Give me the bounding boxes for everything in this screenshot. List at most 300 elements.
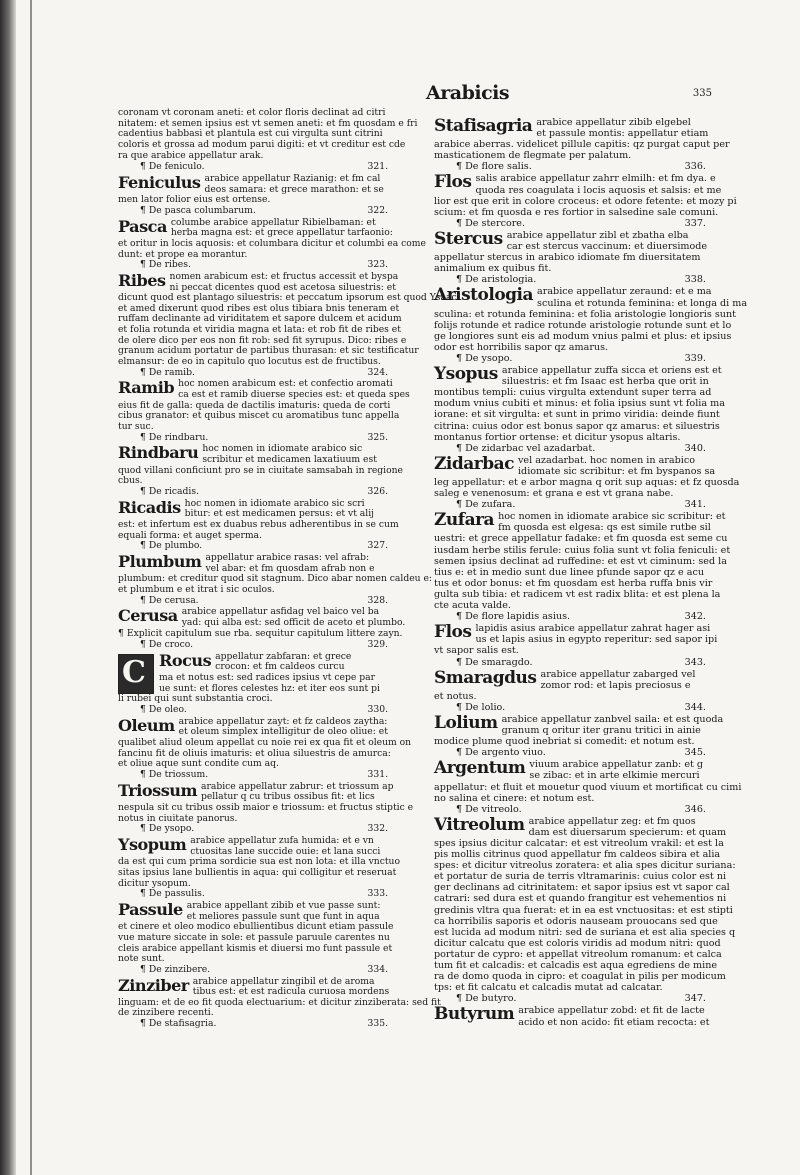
entry-number: 337. [684,217,706,229]
cross-reference-text: De pasca columbarum. [148,204,256,216]
entry-text-line: arabice aberras. videlicet pillule capitis: qz purgat caput per [434,139,730,151]
cross-reference [118,596,388,607]
entry-text-line: cte acuta valde. [434,600,511,612]
cross-reference-text: De passulis. [148,888,205,900]
entry-number: 334. [367,963,388,975]
entry-text-line: tius e: et in medio sunt due linee pfunde sapor qz e acu [434,566,705,578]
entry-text-line: animalium ex quibus fit. [434,263,552,275]
entry-text-line: appellatur arabice rasas: vel afrab: [205,551,370,563]
cross-reference [434,499,706,510]
entry-text-line: lior est que erit in colore croceus: et odore fetente: et mozy pi [434,195,737,207]
entry-text-line: ue sunt: et flores celestes hz: et iter eos sunt pi [159,682,380,694]
entry-headword: Oleum [118,715,175,735]
cross-reference-text: De flore salis. [465,161,532,173]
paragraph-mark-icon: ¶ [140,259,146,271]
cross-reference [118,770,388,781]
entry-text-line: note sunt. [118,953,165,965]
cross-reference [118,889,388,900]
entry-text-line: ca horribilis saporis et odoris nauseam prouocans sed que [434,915,718,927]
entry-headword: Ysopus [434,364,498,385]
dictionary-entry [118,652,388,705]
paragraph-mark-icon: ¶ [456,442,463,454]
dictionary-entry [118,834,401,889]
entry-text-line: scium: et fm quosda e res fortior in salsedine sale comuni. [434,206,719,218]
entry-headword: Plumbum [118,551,202,571]
entry-text-line: pis mollis citrinus quod appellatur fm caldeos sibira et alia [434,849,721,861]
entry-text-line: car est stercus vaccinum: et diuersimode [506,241,708,253]
intro-line: coronam vt coronam aneti: et color floris declinat ad citri [118,107,386,118]
cross-reference [118,487,388,498]
cross-reference [118,162,388,173]
dictionary-entry [434,285,748,353]
entry-text-line: et portatur de suria de terris vltramarinis: cuius color est ni [434,871,727,883]
entry-text-line: tibus est: et est radicula curuosa mordens [192,986,390,998]
running-head: Arabicis [426,82,510,104]
entry-text-line: linguam: et de eo fit quoda electuarium: et dicitur zinziberata: sed fit [118,996,441,1008]
entry-headword: Flos [434,172,472,193]
cross-reference [434,611,706,622]
dictionary-entry [118,899,394,965]
cross-reference-text: De lolio. [465,701,506,713]
cross-reference [434,161,706,172]
entry-number: 335. [367,1018,388,1030]
dictionary-entry [118,715,412,770]
entry-text-line: est: et infertum est ex duabus rebus adherentibus in se cum [118,518,399,530]
entry-headword: Zidarbac [434,453,514,474]
cross-reference [118,433,388,444]
cross-reference-text: De vitreolo. [465,803,522,815]
cross-reference-text: De zidarbac vel azadarbat. [465,442,596,454]
paragraph-mark-icon: ¶ [140,366,146,378]
entry-text-line: cibus granator: et quibus miscet cu aromatibus tunc appella [118,410,400,422]
entry-text-line: dunt: et prope ea morantur. [118,248,248,260]
entry-text-line: montanus fortior ortense: et dicitur ysopus altaris. [434,431,681,443]
dictionary-entry [434,510,731,612]
entry-text-line: granum acidum portatur de partibus thurasan: et sic testificatur [118,345,419,357]
entry-headword: Stafisagria [434,116,533,136]
cross-reference-text: De zufara. [465,499,516,511]
entry-headword: Flos [434,622,472,643]
entry-headword: Argentum [434,758,526,779]
entry-text-line: arabice appellatur zeg: et fm quos [528,815,696,827]
cross-reference [434,274,706,285]
paragraph-mark-icon: ¶ [456,161,463,173]
entry-text-line: iusdam herbe stilis ferule: cuius folia sunt vt folia feniculi: et [434,544,731,556]
colophon [118,627,403,640]
entry-number: 326. [367,485,388,497]
paragraph-mark-icon: ¶ [456,993,463,1005]
entry-text-line: citrina: cuius odor est bonus sapor qz amarus: et siluestris [434,420,720,432]
entry-text-line: vel abar: et fm quosdam afrab non e [205,562,375,574]
entry-text-line: ger declinans ad citrinitatem: et sapor ipsius est vt sapor cal [434,882,730,894]
entry-text-line: arabice appellatur zabarged vel [540,668,696,680]
entry-text-line: plumbum: et creditur quod sit stagnum. Dico abar nomen caldeu e: [118,573,433,585]
entry-text-line: arabice appellatur zibl et zbatha elba [506,229,689,241]
entry-text-line: arabice appellatur zibib elgebel [536,117,691,128]
entry-number: 344. [684,701,706,713]
entry-number: 339. [684,352,706,364]
cross-reference-text: De stercore. [465,217,526,229]
intro-line: cadentius babbasi et plantula est cui virgulta sunt citrini [118,128,383,140]
cross-reference [434,993,706,1004]
paragraph-mark-icon: ¶ [456,352,463,364]
entry-text-line: ge longiores sunt eis ad modum vnius palmi et plus: et ipsius [434,330,732,342]
entry-headword: Rindbaru [118,443,199,463]
entry-text-line: hoc nomen in idiomate arabice sic scribitur: et [498,511,726,523]
entry-text-line: ruffam declinante ad viriditatem et sapore dulcem et acidum [118,313,402,325]
entry-text-line: notus in ciuitate panorus. [118,812,238,824]
entry-text-line: portatur de cypro: et appellat vitreolum romanum: et calca [434,948,722,960]
paragraph-mark-icon: ¶ [140,204,146,216]
entry-text-line: gulta sub tibia: et radicem vt est radix blita: et est plena la [434,588,721,600]
dictionary-entry [434,453,740,500]
entry-headword: Feniculus [118,172,201,192]
cross-reference-text: De ribes. [148,259,191,271]
cross-reference-text: De smaragdo. [465,656,533,668]
paragraph-mark-icon: ¶ [140,540,146,552]
entry-number: 338. [684,274,706,286]
entry-text-line: dicitur ysopum. [118,877,191,889]
page-binding-edge [0,0,16,1175]
entry-text-line: ma et notus est: sed radices ipsius vt cepe par [159,672,375,684]
entry-text-line: et plumbum e et itrat i sic oculos. [118,583,275,595]
cross-reference-text: De zinzibere. [148,963,211,975]
dictionary-entry [434,172,737,218]
paragraph-mark-icon: ¶ [456,274,463,286]
entry-text-line: et cinere et oleo modico ebullientibus dicunt etiam passule [118,921,394,933]
entry-number: 332. [367,823,388,835]
cross-reference [118,368,388,379]
entry-headword: Aristologia [434,285,534,306]
entry-number: 322. [367,204,388,216]
entry-text-line: nespula sit cu tribus ossib maior e triossum: et fructus stiptic e [118,802,414,813]
entry-text-line: arabice appellatur zuffa sicca et oriens est et [501,365,722,377]
dictionary-entry [118,606,406,639]
entry-text-line: et oritur in locis aquosis: et columbara dicitur et columbi ea come [118,237,426,249]
entry-text-line: us et lapis asius in egypto reperitur: sed sapor ipi [475,634,718,646]
entry-text-line: semen ipsius declinat ad ruffedine: et est vt ciminum: sed la [434,555,727,567]
entry-headword: Rocus [159,650,212,670]
entry-text-line: bitur: et est medicamen persus: et vt alij [184,508,375,520]
entry-number: 329. [367,639,388,651]
cross-reference [434,747,706,758]
right-entries [434,116,748,1028]
dictionary-entry [118,216,426,261]
cross-reference [118,260,388,271]
cross-reference-text: De ramib. [148,366,195,378]
entry-text-line: quoda res coagulata i locis aquosis et salsis: et me [475,184,722,196]
cross-reference [118,640,388,651]
dictionary-entry [118,378,410,433]
intro-line: ra que arabice appellatur arak. [118,149,264,161]
dictionary-entry [118,270,457,368]
entry-text-line: arabice appellatur zingibil et de aroma [192,975,375,987]
dictionary-entry [434,1004,710,1028]
cross-reference [434,657,706,668]
entry-headword: Cerusa [118,606,178,626]
paragraph-mark-icon: ¶ [456,611,463,623]
paragraph-mark-icon: ¶ [456,747,463,759]
entry-text-line: arabice appellatur zobd: et fit de lacte [518,1005,705,1017]
entry-text-line: arabice appellatur asfidag vel baico vel ba [181,606,380,618]
entry-text-line: arabice appellatur zeraund: et e ma [537,286,712,298]
entry-text-line: vue mature siccate in sole: et passule paruule carentes nu [118,931,390,943]
entry-text-line: nomen arabicum est: et fructus accessit et byspa [169,270,399,282]
cross-reference-text: De rindbaru. [148,431,209,443]
entry-headword: Triossum [118,780,197,800]
cross-reference-text: De stafisagria. [148,1018,217,1030]
entry-text-line: eius fit de galla: queda de dactilis imaturis: queda de corti [118,399,391,411]
cross-reference [434,443,706,454]
entry-text-line: crocon: et fm caldeos curcu [215,661,345,673]
entry-text-line: tps: et fit calcatu et calcadis mutat ad calcatar. [434,982,663,994]
entry-text-line: spes ipsius dicitur calcatar: et est vitreolum vrakil: et est la [434,838,724,849]
dictionary-entry [118,551,433,596]
paragraph-mark-icon: ¶ [140,823,146,835]
entry-text-line: deos samara: et grece marathon: et se [204,183,384,195]
cross-reference-text: De butyro. [465,993,517,1005]
entry-number: 330. [367,704,388,716]
entry-headword: Passule [118,899,183,919]
entry-text-line: hoc nomen in idiomate arabico sic scri [184,497,365,509]
entry-text-line: est lucida ad modum nitri: sed de suriana et est alia species q [434,926,736,938]
dictionary-entry [434,230,706,274]
entry-text-line: catrari: sed dura est et quando frangitur est vehementios ni [434,893,727,905]
entry-text-line: iorane: et sit virgulta: et sunt in primo viridia: deinde fiunt [434,409,720,421]
entry-text-line: granum q oritur iter granu tritici in ainie [501,725,701,737]
entry-text-line: et oliue aque sunt condite cum aq. [118,758,279,770]
entry-text-line: arabice appellatur Razianig: et fm cal [204,172,381,184]
entry-text-line: ra de domo quoda in cipro: et coagulat in pilis per modicum [434,971,726,983]
entry-text-line: herba magna est: et grece appellatur tarfaonio: [170,227,393,239]
entry-text-line: et amed dixerunt quod ribes est olus tibiara bnis teneram et [118,302,400,314]
entry-number: 333. [367,888,388,900]
paragraph-mark-icon: ¶ [140,594,146,606]
entry-text-line: no salina et cinere: et notum est. [434,792,595,804]
paragraph-mark-icon: ¶ [140,769,146,781]
entry-headword: Zinziber [118,975,189,995]
entry-text-line: vel azadarbat. hoc nomen in arabico [517,454,695,466]
entry-text-line: sitas ipsius lane bullientis in aqua: qui colligitur et reseruat [118,866,397,878]
entry-number: 327. [367,540,388,552]
entry-text-line: fancinu fit de oliuis imaturis: et oliua siluestris de amurca: [118,747,391,759]
entry-text-line: ca est et ramib diuerse species est: et queda spes [178,389,410,401]
entry-text-line: appellatur stercus in arabico idiomate fm diuersitatem [434,252,701,264]
entry-text-line: tus et odor bonus: et fm quosdam est herba ruffa bnis vir [434,577,713,589]
initial-letter: C [122,654,146,690]
entry-headword: Stercus [434,228,503,249]
entry-number: 331. [367,769,388,781]
entry-number: 321. [367,161,388,173]
cross-reference-text: De oleo. [148,704,187,716]
entry-text-line: equali forma: et auget sperma. [118,529,262,541]
entry-text-line: zomor rod: et lapis preciosus e [540,679,691,691]
entry-text-line: arabice appellatur zanbvel saila: et est quoda [501,713,724,725]
entry-text-line: ctuositas lane succide ouie: et lana succi [190,845,381,857]
entry-text-line: leg appellatur: et e arbor magna q orit sup aquas: et fz quosda [434,477,740,488]
cross-reference [118,206,388,217]
entry-text-line: fm quosda est elgesa: qs est simile rutbe sil [498,522,711,534]
entry-text-line: et passule montis: appellatur etiam [536,128,709,140]
cross-reference-text: De flore lapidis asius. [465,611,571,623]
entry-headword: Butyrum [434,1004,515,1025]
cross-reference-text: De feniculo. [148,161,205,173]
entry-text-line: masticationem de flegmate per palatum. [434,150,632,162]
colophon-text: Explicit capitulum sue rba. sequitur capitulum littere zayn. [126,627,403,639]
cross-reference-text: De croco. [148,639,194,651]
entry-number: 336. [684,161,706,173]
cross-reference-text: De argento viuo. [465,747,546,759]
cross-reference-text: De aristologia. [465,274,537,286]
entry-text-line: vt sapor salis est. [434,645,519,657]
cross-reference [434,804,706,815]
paragraph-mark-icon: ¶ [140,431,146,443]
entry-number: 345. [684,747,706,759]
cross-reference-text: De ysopo. [148,823,195,835]
left-intro-text [118,107,418,161]
entry-text-line: gredinis vltra qua fuerat: et in ea est vnctuositas: et est stipti [434,904,733,916]
cross-reference [434,353,706,364]
entry-text-line: dicitur calcatu que est coloris viridis ad modum nitri: quod [434,937,721,949]
entry-text-line: spes: et dicitur vitreolus zoratera: et alia spes dicitur suriana: [434,860,736,872]
entry-text-line: folijs rotunde et radice rotunde aristologie rotunde sunt et lo [434,319,732,331]
entry-text-line: elmansur: de eo in capitulo quo locutus est de fructibus. [118,356,381,368]
entry-text-line: ni peccat dicentes quod est acetosa siluestris: et [169,281,396,293]
paragraph-mark-icon: ¶ [456,499,463,511]
entry-text-line: appellatur zabfaran: et grece [215,650,352,662]
entry-text-line: et oleum simplex intelligitur de oleo oliue: et [178,726,388,738]
entry-headword: Ysopum [118,834,187,854]
entry-number: 347. [684,993,706,1005]
cross-reference [434,702,706,713]
entry-headword: Smaragdus [434,667,537,688]
entry-text-line: da est qui cum prima sordicie sua est non lota: et illa vnctuo [118,856,401,868]
entry-text-line: sculina et rotunda feminina: et longa di ma [537,297,748,309]
dictionary-entry [434,814,736,994]
dictionary-entry [118,174,388,206]
entry-text-line: de zinzibere recenti. [118,1007,214,1019]
paragraph-mark-icon: ¶ [456,217,463,229]
intro-line: nitatem: et semen ipsius est vt semen aneti: et fm quosdam e fri [118,117,418,129]
entry-text-line: viuum arabice appellatur zanb: et g [529,759,704,771]
paragraph-mark-icon: ¶ [140,1018,146,1030]
entry-headword: Vitreolum [434,814,525,835]
cross-reference-text: De cerusa. [148,594,199,606]
page-gutter-line [30,0,32,1175]
paragraph-mark-icon: ¶ [140,888,146,900]
paragraph-mark-icon: ¶ [140,639,146,651]
paragraph-mark-icon: ¶ [456,656,463,668]
dictionary-entry [434,669,706,702]
entry-text-line: dicunt quod est plantago siluestris: et peccatum ipsorum est quod Ysaac [118,292,457,304]
paragraph-mark-icon: ¶ [140,963,146,975]
entry-text-line: modum vnius cubiti et minus: et folia ipsius sunt vt folia ma [434,398,725,410]
entry-number: 346. [684,803,706,815]
entry-text-line: columbe arabice appellatur Ribielbaman: et [170,216,376,228]
cross-reference [118,705,388,716]
entry-text-line: modice plume quod inebriat si comedit: et notum est. [434,736,695,748]
entry-number: 328. [367,594,388,606]
entry-text-line: yad: qui alba est: sed officit de aceto et plumbo. [181,616,406,628]
cross-reference [434,218,706,229]
dictionary-entry [118,443,403,487]
entry-text-line: cleis arabice appellant kismis et diuersi mo funt passule et [118,942,393,954]
entry-text-line: montibus templi: cuius virgulta extendunt super terra ad [434,387,712,399]
entry-number: 325. [367,431,388,443]
entry-text-line: acido et non acido: fit etiam recocta: et [518,1016,710,1028]
cross-reference-text: De triossum. [148,769,209,781]
dictionary-entry [434,712,724,748]
entry-text-line: pellatur q cu tribus ossibus fit: et lics [200,791,375,803]
entry-text-line: odor est horribilis sapor qz amarus. [434,341,609,353]
dictionary-entry [434,758,742,804]
entry-text-line: arabice appellatur zufa humida: et e vn [190,834,374,846]
paragraph-mark-icon: ¶ [456,701,463,713]
decorated-initial [118,654,154,694]
paragraph-mark-icon: ¶ [140,161,146,173]
dictionary-entry [118,975,441,1020]
entry-text-line: li rubei qui sunt substantia croci. [118,693,273,705]
entry-text-line: et folia rotunda et viridia magna et lata: et rob fit de ribes et [118,324,401,336]
entry-text-line: hoc nomen in idiomate arabico sic [202,443,363,455]
entry-text-line: arabice appellatur zabrur: et triossum ap [200,780,394,792]
entry-headword: Ramib [118,378,175,398]
dictionary-entry [434,364,725,443]
entry-text-line: men lator folior eius est ortense. [118,194,271,206]
cross-reference [118,965,388,976]
dictionary-entry [434,622,718,657]
entry-number: 323. [367,259,388,271]
dictionary-entry [434,116,730,162]
paragraph-mark-icon: ¶ [140,704,146,716]
entry-text-line: salis arabice appellatur zahrr elmilh: et fm dya. e [475,173,716,185]
entry-text-line: dam est diuersarum specierum: et quam [528,826,727,838]
entry-text-line: et meliores passule sunt que funt in aqua [186,910,380,922]
cross-reference-text: De ysopo. [465,352,513,364]
paragraph-mark-icon: ¶ [118,627,124,639]
cross-reference [118,824,388,835]
entry-text-line: lapidis asius arabice appellatur zahrat hager asi [475,623,711,635]
dictionary-entry [118,497,399,542]
right-column [434,116,748,1028]
entry-text-line: scribitur et medicamen laxatiuum est [202,454,377,465]
paragraph-mark-icon: ¶ [456,803,463,815]
entry-text-line: quod villani conficiunt pro se in ciuitate samsabah in regione [118,464,403,476]
entry-headword: Ribes [118,270,166,290]
entry-headword: Zufara [434,510,495,531]
entry-text-line: uestri: et grece appellatur fadake: et fm quosda est seme cu [434,533,728,545]
page-header [426,82,716,110]
entry-text-line: cbus. [118,475,143,487]
folio-number: 335 [692,88,712,99]
intro-line: coloris et grossa ad modum parui digiti: et vt creditur est cde [118,138,406,150]
entry-text-line: idiomate sic scribitur: et fm byspanos sa [517,465,716,477]
entry-text-line: se zibac: et in arte elkimie mercuri [529,770,700,782]
entry-text-line: tur suc. [118,421,154,433]
entry-text-line: qualibet aliud oleum appellat cu noie rei ex qua fit et oleum on [118,737,412,749]
paragraph-mark-icon: ¶ [140,485,146,497]
entry-text-line: appellatur: et fluit et mouetur quod viuum et mortificat cu cimi [434,781,742,793]
entry-text-line: siluestris: et fm Isaac est herba que orit in [501,376,709,388]
cross-reference [118,541,388,552]
dictionary-entry [118,780,414,825]
entry-text-line: tum fit et calcadis: et calcadis est aqua egrediens de mine [434,960,718,972]
entry-headword: Lolium [434,712,498,733]
cross-reference-text: De ricadis. [148,485,199,497]
entry-number: 342. [684,611,706,623]
entry-text-line: arabice appellant zibib et vue passe sunt: [186,899,381,911]
cross-reference-text: De plumbo. [148,540,203,552]
